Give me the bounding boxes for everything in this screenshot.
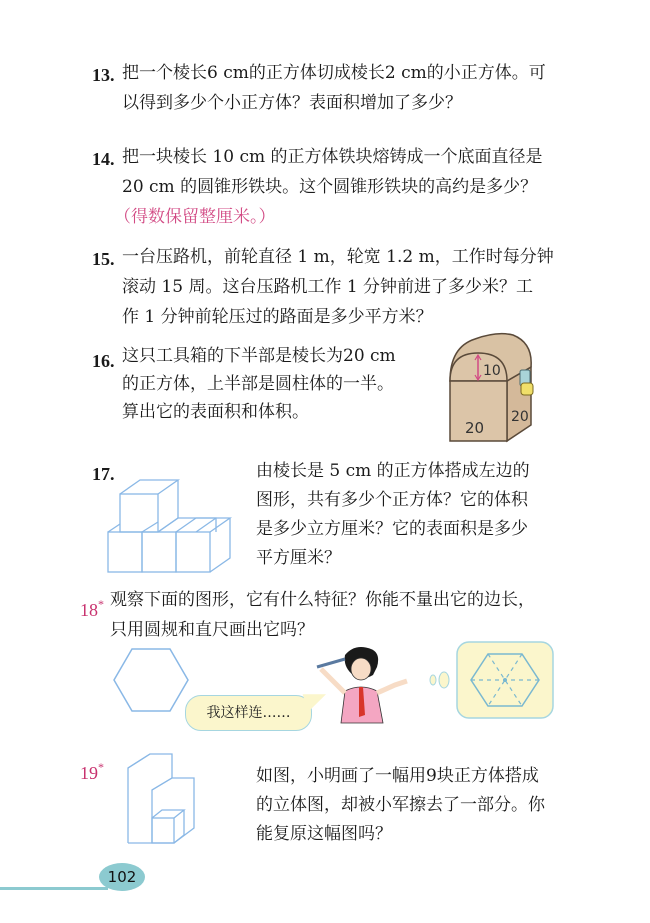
problem-text-line: 一台压路机，前轮直径 1 m，轮宽 1.2 m，工作时每分钟 xyxy=(122,247,554,267)
partial-cube-figure xyxy=(120,748,200,848)
optional-star-icon: * xyxy=(98,597,104,611)
problem-text-line: 20 cm 的圆锥形铁块。这个圆锥形铁块的高约是多少？ xyxy=(122,177,538,197)
side-edge-label: 20 xyxy=(511,409,529,425)
problem-text-line: 把一个棱长6 cm的正方体切成棱长2 cm的小正方体。可 xyxy=(122,63,546,83)
height-label: 10 xyxy=(483,363,501,379)
problem-text-line: 的立体图，却被小军擦去了一部分。你 xyxy=(256,795,545,815)
page-number: 102 xyxy=(99,863,145,891)
problem-text-line: 平方厘米？ xyxy=(256,548,341,568)
problem-text-line: 图形，共有多少个正方体？它的体积 xyxy=(256,490,528,510)
problem-text-line: 由棱长是 5 cm 的正方体搭成左边的 xyxy=(256,461,530,481)
thought-bubble-dots xyxy=(428,668,452,692)
page-footer-rule xyxy=(0,887,108,890)
problem-number: 15. xyxy=(92,249,115,269)
hexagon-figure xyxy=(110,645,190,715)
problem-number: 16. xyxy=(92,351,115,371)
problem-text-line: 观察下面的图形，它有什么特征？你能不量出它的边长， xyxy=(110,590,535,610)
problem-number: 13. xyxy=(92,65,115,85)
problem-text-line: 这只工具箱的下半部是棱长为20 cm xyxy=(122,346,396,366)
thought-bubble-hexagon xyxy=(455,640,555,720)
problem-text-line: 的正方体，上半部是圆柱体的一半。 xyxy=(122,374,394,394)
problem-text-line: 如图，小明画了一幅用9块正方体搭成 xyxy=(256,766,539,786)
problem-text-line: 以得到多少个小正方体？表面积增加了多少？ xyxy=(122,93,462,113)
cube-stack-figure xyxy=(100,472,250,577)
problem-number: 14. xyxy=(92,149,115,169)
problem-number: 17. xyxy=(92,464,115,484)
problem-number: 19* xyxy=(80,760,104,783)
speech-bubble: 我这样连…… xyxy=(185,695,312,731)
toolbox-figure xyxy=(425,325,560,450)
front-edge-label: 20 xyxy=(465,419,485,437)
problem-text-line: 作 1 分钟前轮压过的路面是多少平方米？ xyxy=(122,307,433,327)
problem-number: 18* xyxy=(80,597,104,620)
problem-text-line: 是多少立方厘米？它的表面积是多少 xyxy=(256,519,528,539)
problem-hint: （得数保留整厘米。） xyxy=(114,207,276,227)
problem-text-line: 能复原这幅图吗？ xyxy=(256,824,392,844)
optional-star-icon: * xyxy=(98,760,104,774)
problem-text-line: 把一块棱长 10 cm 的正方体铁块熔铸成一个底面直径是 xyxy=(122,147,543,167)
girl-illustration xyxy=(315,645,425,725)
problem-text-line: 滚动 15 周。这台压路机工作 1 分钟前进了多少米？工 xyxy=(122,277,534,297)
problem-text-line: 只用圆规和直尺画出它吗？ xyxy=(110,620,314,640)
problem-text-line: 算出它的表面积和体积。 xyxy=(122,402,309,422)
